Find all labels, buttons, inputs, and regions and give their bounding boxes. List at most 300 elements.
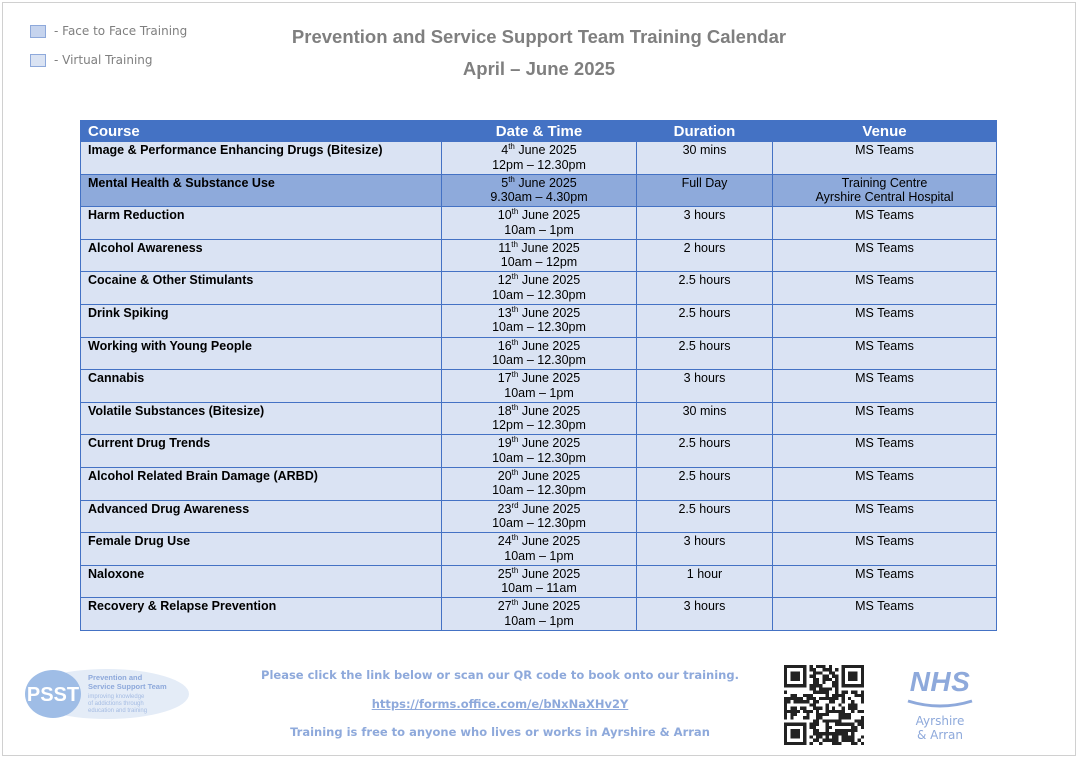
qr-module: [826, 694, 829, 697]
qr-module: [813, 687, 816, 690]
qr-module: [842, 729, 845, 732]
qr-module: [861, 716, 864, 719]
qr-module: [813, 723, 816, 726]
qr-module: [810, 675, 813, 678]
venue-line1: MS Teams: [855, 566, 914, 581]
qr-module: [806, 694, 809, 697]
course-duration: Full Day: [637, 174, 773, 207]
qr-module: [800, 700, 803, 703]
qr-module: [838, 716, 841, 719]
course-date-time: [442, 435, 637, 468]
qr-module: [816, 739, 819, 742]
qr-module: [848, 703, 851, 706]
qr-module: [835, 729, 838, 732]
date-suffix: th: [511, 304, 519, 314]
qr-module: [832, 671, 835, 674]
time-range: 10am – 12.30pm: [492, 287, 586, 302]
qr-module: [861, 691, 864, 694]
qr-module: [819, 742, 822, 745]
qr-module: [816, 671, 819, 674]
date-day: 19: [497, 436, 512, 451]
qr-module: [819, 691, 822, 694]
qr-module: [829, 732, 832, 735]
qr-module: [838, 703, 841, 706]
course-venue: [773, 174, 997, 207]
qr-module: [819, 732, 822, 735]
course-venue: [773, 142, 997, 175]
qr-module: [810, 710, 813, 713]
qr-module: [806, 716, 809, 719]
qr-module: [861, 735, 864, 738]
table-row: [81, 500, 997, 533]
venue-line1: MS Teams: [855, 468, 914, 483]
course-name: Naloxone: [81, 565, 442, 598]
qr-module: [842, 713, 845, 716]
venue-line2: Ayrshire Central Hospital: [815, 190, 954, 205]
qr-module: [784, 716, 787, 719]
qr-module: [858, 710, 861, 713]
qr-module: [835, 668, 838, 671]
qr-module: [851, 739, 854, 742]
booking-link[interactable]: https://forms.office.com/e/bNxNaXHv2Y: [371, 697, 629, 711]
qr-module: [822, 675, 825, 678]
course-date-time: [442, 207, 637, 240]
date-suffix: th: [508, 174, 515, 184]
qr-module: [848, 739, 851, 742]
qr-module: [822, 739, 825, 742]
course-date-time: [442, 533, 637, 566]
course-name: Working with Young People: [81, 337, 442, 370]
venue-line1: Training Centre: [841, 175, 928, 190]
qr-module: [822, 691, 825, 694]
qr-module: [861, 723, 864, 726]
qr-module: [819, 665, 822, 668]
qr-module: [816, 691, 819, 694]
time-range: 10am – 1pm: [504, 613, 574, 628]
qr-module: [810, 684, 813, 687]
qr-module: [810, 726, 813, 729]
qr-module: [790, 697, 793, 700]
time-range: 10am – 1pm: [504, 222, 574, 237]
qr-module: [832, 739, 835, 742]
qr-module: [832, 697, 835, 700]
time-range: 12pm – 12.30pm: [492, 418, 586, 433]
qr-module: [819, 687, 822, 690]
table-row: [81, 304, 997, 337]
qr-module: [816, 684, 819, 687]
qr-module: [826, 697, 829, 700]
time-range: 10am – 1pm: [504, 385, 574, 400]
time-range: 10am – 12.30pm: [492, 483, 586, 498]
course-date-time: [442, 337, 637, 370]
date-suffix: th: [508, 141, 515, 151]
date-day: 27: [497, 599, 512, 614]
qr-module: [858, 694, 861, 697]
qr-module: [835, 684, 838, 687]
course-name: Alcohol Awareness: [81, 239, 442, 272]
qr-module: [816, 729, 819, 732]
time-range: 10am – 11am: [501, 581, 577, 596]
qr-module: [826, 687, 829, 690]
training-calendar-table: [80, 120, 997, 631]
qr-module: [851, 691, 854, 694]
qr-module: [851, 726, 854, 729]
table-header-row: [81, 121, 997, 142]
qr-module: [784, 707, 787, 710]
qr-module: [790, 713, 793, 716]
course-venue: [773, 565, 997, 598]
qr-module: [848, 697, 851, 700]
course-duration: 2.5 hours: [637, 467, 773, 500]
qr-module: [803, 694, 806, 697]
qr-module: [829, 719, 832, 722]
qr-module: [803, 716, 806, 719]
qr-module: [835, 723, 838, 726]
course-date-time: [442, 304, 637, 337]
booking-instruction: Please click the link below or scan our QR code to book onto our training.: [261, 668, 739, 682]
qr-module: [797, 700, 800, 703]
psst-acronym: PSST: [26, 684, 80, 706]
course-venue: [773, 207, 997, 240]
date-month: June 2025: [521, 240, 580, 255]
date-suffix: th: [511, 337, 519, 347]
date-month: June 2025: [521, 273, 581, 288]
qr-module: [826, 729, 829, 732]
nhs-swoosh: [900, 699, 980, 709]
qr-module: [854, 742, 857, 745]
table-row: [81, 370, 997, 403]
date-month: June 2025: [521, 338, 581, 353]
qr-module: [838, 742, 841, 745]
date-suffix: th: [511, 532, 519, 542]
time-range: 9.30am – 4.30pm: [490, 190, 588, 205]
qr-module: [819, 707, 822, 710]
qr-module: [790, 716, 793, 719]
qr-module: [787, 700, 790, 703]
qr-module: [829, 687, 832, 690]
qr-module: [816, 735, 819, 738]
header-venue: Venue: [773, 121, 997, 142]
date-month: June 2025: [521, 468, 581, 483]
qr-module: [858, 723, 861, 726]
qr-module: [854, 694, 857, 697]
nhs-mark: NHS: [909, 666, 971, 697]
course-date-time: [442, 174, 637, 207]
course-name: Female Drug Use: [81, 533, 442, 566]
course-date-time: [442, 402, 637, 435]
qr-module: [816, 681, 819, 684]
qr-module: [813, 668, 816, 671]
qr-module: [826, 703, 829, 706]
course-duration: 2 hours: [637, 239, 773, 272]
qr-module: [851, 732, 854, 735]
qr-module: [848, 723, 851, 726]
date-suffix: rd: [511, 500, 519, 510]
date-day: 17: [497, 371, 512, 386]
qr-module: [858, 739, 861, 742]
qr-module: [842, 694, 845, 697]
qr-module: [797, 710, 800, 713]
qr-module: [851, 707, 854, 710]
qr-module: [829, 700, 832, 703]
qr-module: [835, 735, 838, 738]
qr-module: [803, 710, 806, 713]
qr-module: [832, 732, 835, 735]
course-venue: [773, 533, 997, 566]
qr-module: [832, 719, 835, 722]
header-duration: Duration: [637, 121, 773, 142]
nhs-region-line1: Ayrshire: [915, 714, 965, 728]
table-row: [81, 337, 997, 370]
course-name: Cocaine & Other Stimulants: [81, 272, 442, 305]
qr-module: [832, 742, 835, 745]
qr-module: [813, 684, 816, 687]
course-name: Alcohol Related Brain Damage (ARBD): [81, 467, 442, 500]
date-day: 10: [497, 208, 512, 223]
course-duration: 1 hour: [637, 565, 773, 598]
qr-module: [810, 687, 813, 690]
qr-module: [810, 703, 813, 706]
qr-code[interactable]: [784, 665, 864, 745]
qr-module: [790, 710, 793, 713]
date-day: 24: [497, 534, 512, 549]
date-day: 12: [497, 273, 512, 288]
date-month: June 2025: [521, 566, 581, 581]
qr-module: [826, 678, 829, 681]
qr-module: [851, 710, 854, 713]
qr-module: [829, 671, 832, 674]
qr-module: [835, 710, 838, 713]
date-day: 16: [497, 338, 512, 353]
qr-module: [842, 697, 845, 700]
table-row: [81, 142, 997, 175]
qr-module: [848, 716, 851, 719]
qr-module: [822, 719, 825, 722]
qr-module: [854, 691, 857, 694]
venue-line1: MS Teams: [855, 599, 914, 614]
qr-module: [787, 710, 790, 713]
course-duration: 30 mins: [637, 402, 773, 435]
qr-module: [845, 732, 848, 735]
course-venue: [773, 467, 997, 500]
time-range: 10am – 12.30pm: [492, 320, 586, 335]
qr-module: [845, 723, 848, 726]
course-duration: 3 hours: [637, 598, 773, 631]
date-month: June 2025: [518, 175, 577, 190]
course-venue: [773, 500, 997, 533]
qr-module: [819, 671, 822, 674]
qr-module: [826, 710, 829, 713]
date-suffix: th: [511, 467, 519, 477]
qr-finder-pattern: [848, 671, 858, 681]
qr-module: [813, 671, 816, 674]
qr-module: [813, 732, 816, 735]
qr-module: [813, 703, 816, 706]
psst-tagline1: improving knowledge: [88, 694, 145, 700]
qr-module: [800, 697, 803, 700]
qr-module: [832, 681, 835, 684]
qr-module: [842, 732, 845, 735]
qr-module: [803, 700, 806, 703]
qr-module: [829, 678, 832, 681]
date-suffix: th: [511, 239, 518, 249]
course-duration: 2.5 hours: [637, 304, 773, 337]
date-month: June 2025: [521, 534, 581, 549]
qr-module: [858, 719, 861, 722]
psst-name-line1: Prevention and: [88, 673, 143, 682]
qr-module: [826, 707, 829, 710]
qr-module: [813, 707, 816, 710]
qr-module: [822, 678, 825, 681]
qr-module: [838, 710, 841, 713]
date-day: 11: [498, 240, 512, 255]
course-date-time: [442, 370, 637, 403]
qr-module: [822, 681, 825, 684]
venue-line1: MS Teams: [855, 143, 914, 157]
qr-module: [848, 713, 851, 716]
course-duration: 2.5 hours: [637, 272, 773, 305]
qr-module: [845, 716, 848, 719]
date-day: 18: [497, 403, 512, 418]
qr-module: [790, 694, 793, 697]
course-venue: [773, 402, 997, 435]
date-suffix: th: [511, 370, 519, 379]
qr-module: [784, 703, 787, 706]
table-row: [81, 402, 997, 435]
qr-module: [790, 707, 793, 710]
legend-label-virtual: - Virtual Training: [54, 53, 153, 67]
qr-module: [822, 732, 825, 735]
qr-module: [851, 742, 854, 745]
qr-module: [806, 713, 809, 716]
qr-module: [835, 678, 838, 681]
qr-module: [806, 700, 809, 703]
qr-module: [784, 697, 787, 700]
qr-module: [861, 742, 864, 745]
qr-module: [800, 707, 803, 710]
qr-module: [832, 675, 835, 678]
course-duration: 3 hours: [637, 533, 773, 566]
qr-module: [842, 723, 845, 726]
date-month: June 2025: [521, 208, 581, 223]
qr-module: [832, 735, 835, 738]
qr-module: [845, 729, 848, 732]
venue-line1: MS Teams: [855, 338, 914, 353]
qr-module: [822, 665, 825, 668]
course-name: Harm Reduction: [81, 207, 442, 240]
table-row: [81, 598, 997, 631]
time-range: 10am – 12.30pm: [492, 450, 586, 465]
course-name: Drink Spiking: [81, 304, 442, 337]
table-row: [81, 435, 997, 468]
qr-module: [826, 691, 829, 694]
qr-module: [835, 719, 838, 722]
date-day: 13: [497, 305, 512, 320]
time-range: 10am – 12.30pm: [492, 353, 586, 368]
qr-module: [794, 694, 797, 697]
date-suffix: th: [511, 207, 519, 217]
qr-module: [832, 684, 835, 687]
qr-module: [861, 719, 864, 722]
date-month: June 2025: [521, 436, 581, 451]
qr-module: [784, 713, 787, 716]
qr-module: [810, 665, 813, 668]
qr-module: [822, 697, 825, 700]
qr-module: [829, 710, 832, 713]
qr-module: [832, 710, 835, 713]
venue-line1: MS Teams: [855, 240, 914, 255]
qr-module: [822, 687, 825, 690]
qr-module: [829, 665, 832, 668]
qr-module: [842, 710, 845, 713]
course-name: Advanced Drug Awareness: [81, 500, 442, 533]
header-date-time: Date & Time: [442, 121, 637, 142]
psst-name-line2: Service Support Team: [88, 682, 167, 691]
course-name: Image & Performance Enhancing Drugs (Bitesize): [81, 142, 442, 175]
qr-module: [861, 710, 864, 713]
qr-module: [842, 707, 845, 710]
course-venue: [773, 304, 997, 337]
qr-module: [806, 710, 809, 713]
nhs-logo: [900, 668, 980, 742]
qr-module: [813, 691, 816, 694]
qr-module: [861, 726, 864, 729]
qr-module: [854, 729, 857, 732]
qr-module: [835, 742, 838, 745]
qr-module: [813, 729, 816, 732]
qr-module: [848, 707, 851, 710]
course-duration: 3 hours: [637, 207, 773, 240]
course-date-time: [442, 467, 637, 500]
qr-module: [813, 719, 816, 722]
course-name: Mental Health & Substance Use: [81, 174, 442, 207]
date-month: June 2025: [522, 501, 581, 516]
table-row: [81, 174, 997, 207]
table-row: [81, 239, 997, 272]
qr-module: [835, 681, 838, 684]
venue-line1: MS Teams: [855, 501, 914, 516]
qr-module: [813, 681, 816, 684]
qr-module: [819, 713, 822, 716]
qr-module: [822, 713, 825, 716]
venue-line1: MS Teams: [855, 403, 914, 418]
qr-module: [826, 735, 829, 738]
date-suffix: th: [511, 272, 519, 282]
time-range: 10am – 12.30pm: [492, 516, 586, 531]
course-date-time: [442, 500, 637, 533]
qr-module: [810, 742, 813, 745]
qr-module: [794, 713, 797, 716]
qr-module: [835, 694, 838, 697]
course-venue: [773, 370, 997, 403]
course-name: Recovery & Relapse Prevention: [81, 598, 442, 631]
date-month: June 2025: [521, 371, 581, 386]
venue-line1: MS Teams: [855, 208, 914, 223]
qr-module: [842, 691, 845, 694]
qr-module: [845, 735, 848, 738]
qr-module: [861, 694, 864, 697]
qr-module: [816, 719, 819, 722]
qr-module: [816, 713, 819, 716]
qr-module: [835, 691, 838, 694]
qr-module: [861, 700, 864, 703]
qr-module: [813, 697, 816, 700]
course-date-time: [442, 565, 637, 598]
table-row: [81, 565, 997, 598]
course-date-time: [442, 239, 637, 272]
course-name: Cannabis: [81, 370, 442, 403]
qr-module: [819, 735, 822, 738]
